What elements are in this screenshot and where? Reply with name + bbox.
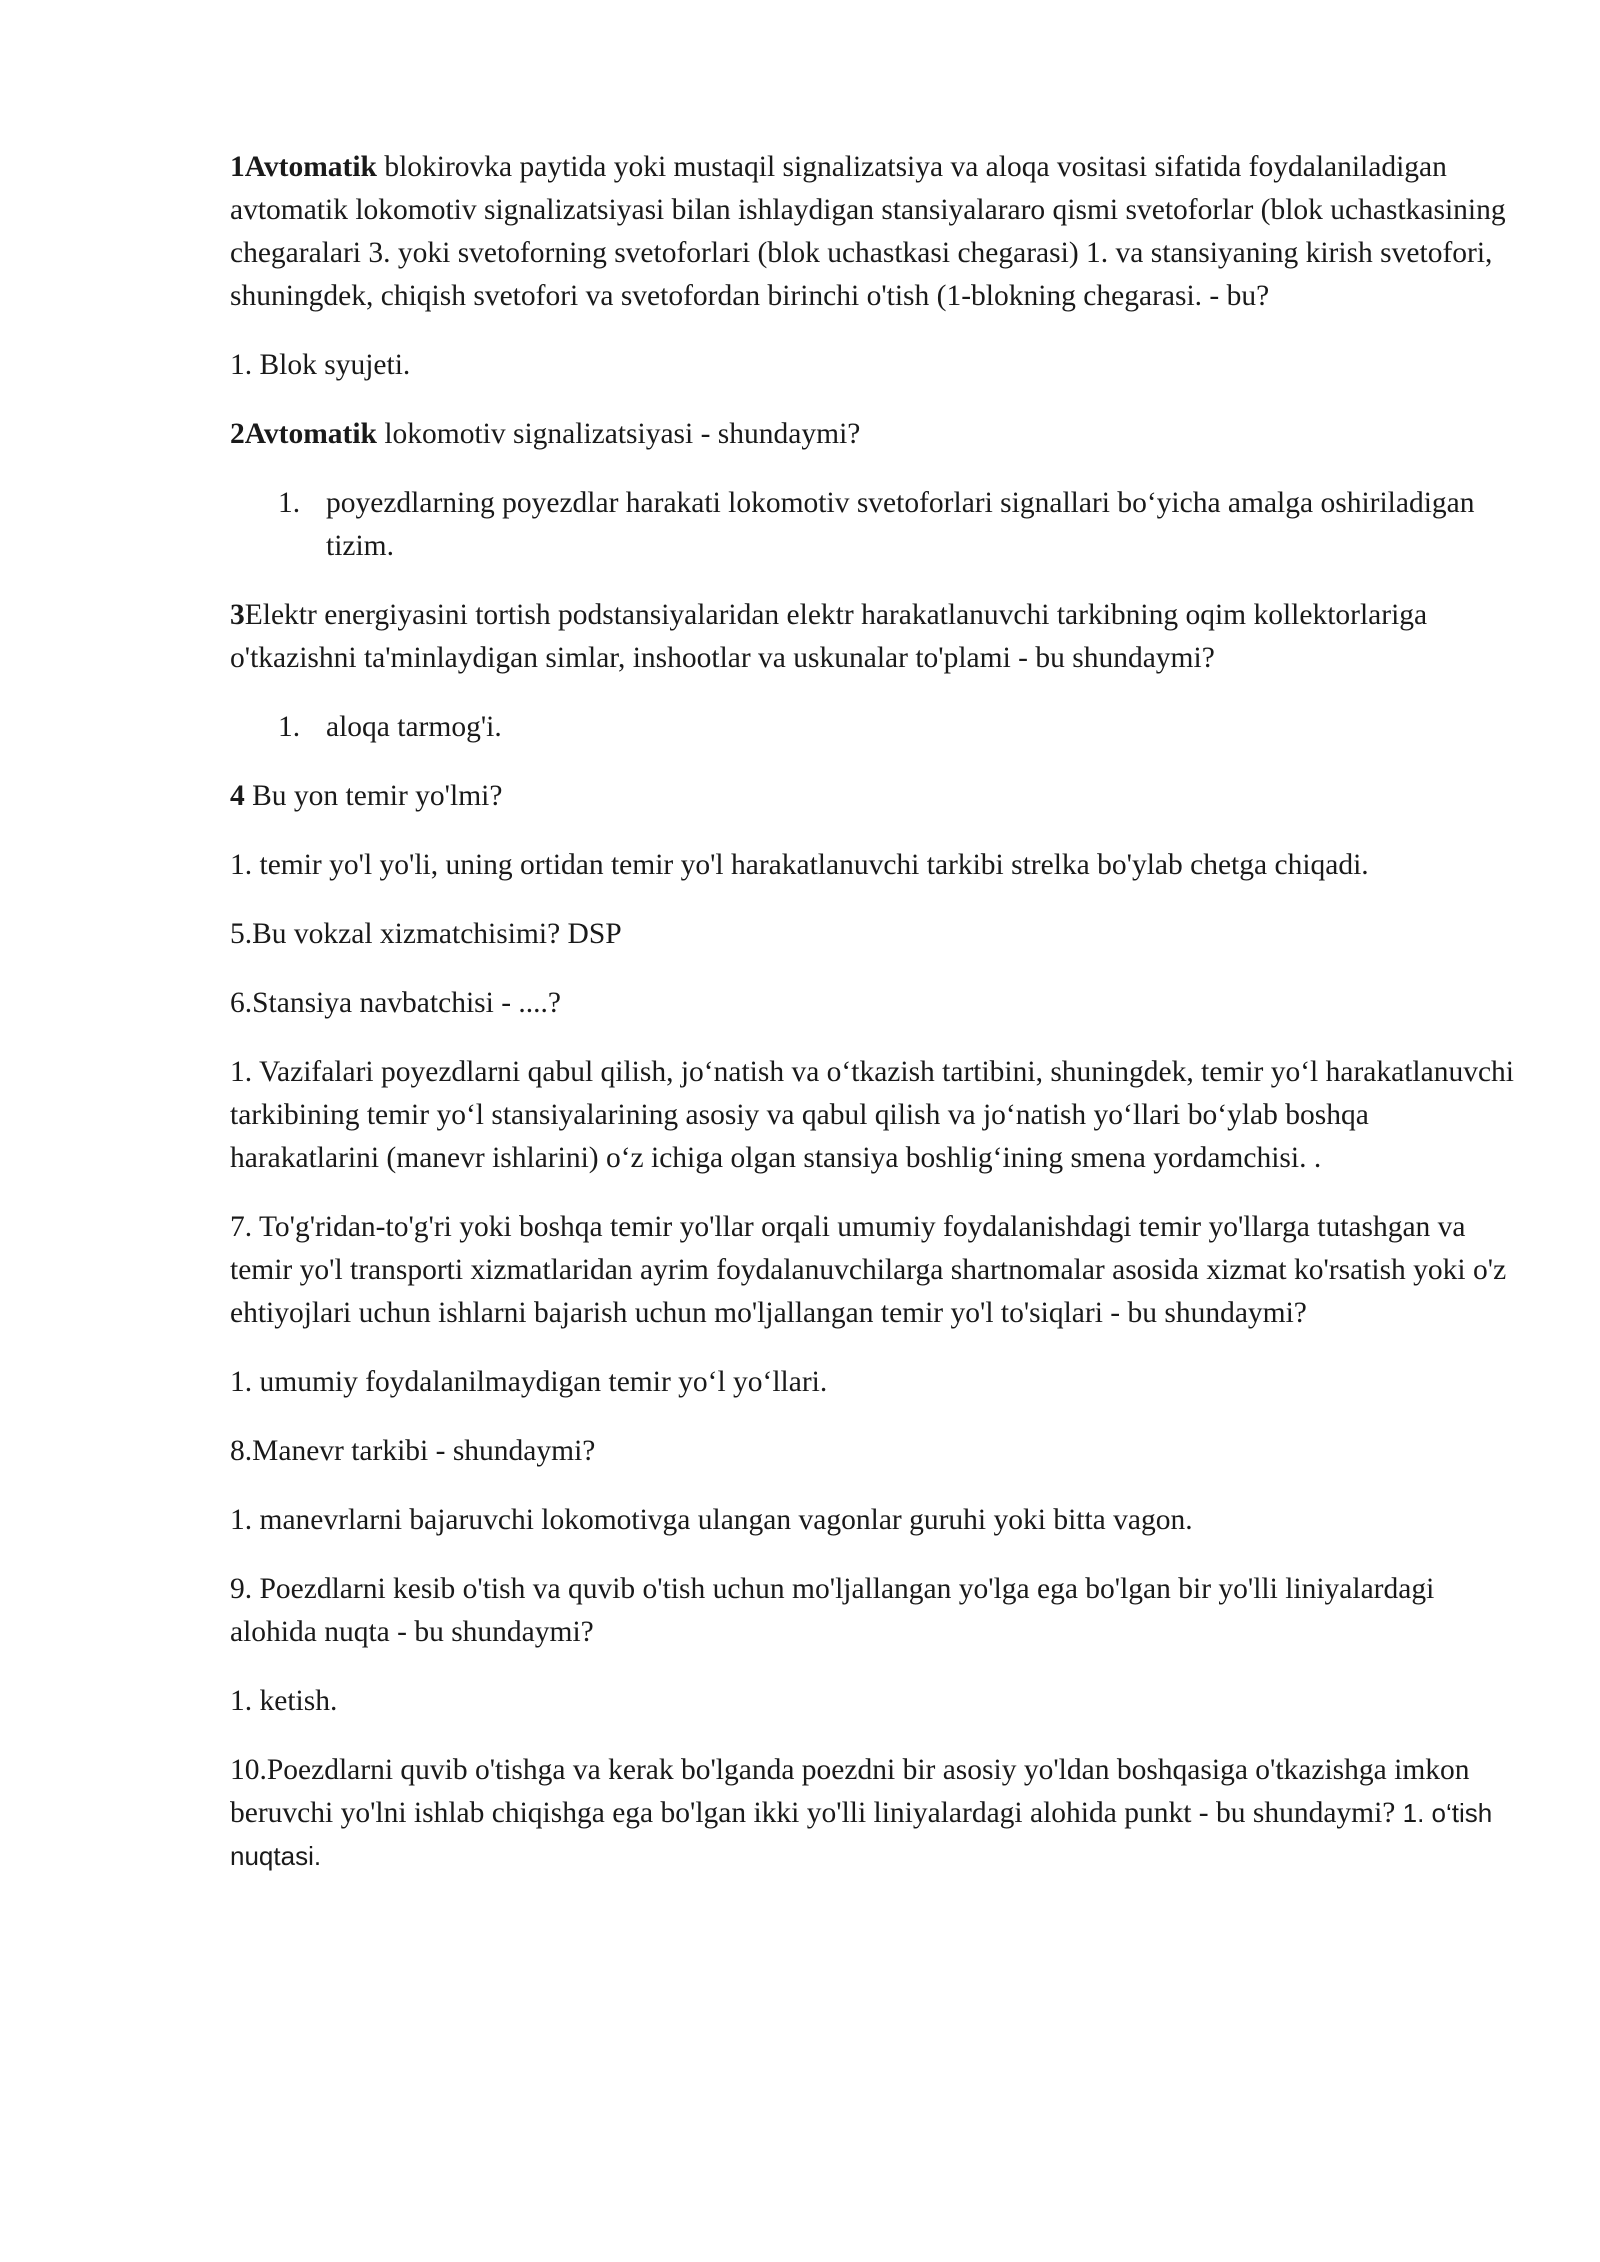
answer-1: 1. Blok syujeti. bbox=[230, 349, 411, 381]
answer-9: 1. ketish. bbox=[230, 1685, 338, 1717]
answer-2: poyezdlarning poyezdlar harakati lokomotiv svetoforlari signallari bo‘yicha amalga oshiriladigan tizim. bbox=[326, 487, 1475, 562]
question-3-text: Elektr energiyasini tortish podstansiyalaridan elektr harakatlanuvchi tarkibning oqim kollektorlariga o'tkazishni ta'minlaydigan simlar, inshootlar va uskunalar to'plami - bu shundaymi? bbox=[230, 599, 1428, 674]
answer-2-list-item bbox=[278, 482, 1520, 568]
question-8: 8.Manevr tarkibi - shundaymi? bbox=[230, 1435, 596, 1467]
question-2 bbox=[230, 413, 1520, 456]
question-10-text: 10.Poezdlarni quvib o'tishga va kerak bo'lganda poezdni bir asosiy yo'ldan boshqasiga o'tkazishga imkon beruvchi yo'lni ishlab chiqishga ega bo'lgan ikki yo'lli liniyalardagi alohida punkt - bu shundaymi? bbox=[230, 1754, 1470, 1829]
question-1-number: 1 bbox=[230, 151, 245, 183]
answer-3: aloqa tarmog'i. bbox=[326, 711, 502, 743]
question-2-text: lokomotiv signalizatsiyasi - shundaymi? bbox=[376, 418, 861, 450]
question-7: 7. To'g'ridan-to'g'ri yoki boshqa temir yo'llar orqali umumiy foydalanishdagi temir yo'llarga tutashgan va temir yo'l transporti xizmatlaridan ayrim foydalanuvchilarga shartnomalar asosida xizmat ko'rsatish yoki o'z ehtiyojlari uchun ishlarni bajarish uchun mo'ljallangan temir yo'l to'siqlari - bu shundaymi? bbox=[230, 1211, 1507, 1329]
question-2-number: 2 bbox=[230, 418, 245, 450]
question-4-text: Bu yon temir yo'lmi? bbox=[244, 780, 503, 812]
question-1 bbox=[230, 146, 1520, 318]
answer-4: 1. temir yo'l yo'li, uning ortidan temir yo'l harakatlanuvchi tarkibi strelka bo'ylab chetga chiqadi. bbox=[230, 849, 1369, 881]
question-3-number: 3 bbox=[230, 599, 245, 631]
answer-7: 1. umumiy foydalanilmaydigan temir yo‘l yo‘llari. bbox=[230, 1366, 828, 1398]
question-1-bold-term: Avtomatik bbox=[244, 151, 377, 183]
question-1-text: blokirovka paytida yoki mustaqil signalizatsiya va aloqa vositasi sifatida foydalaniladigan avtomatik lokomotiv signalizatsiyasi bilan ishlaydigan stansiyalararo qismi svetoforlar (blok uchastkasining chegaralari 3. yoki svetoforning svetoforlari (blok uchastkasi chegarasi) 1. va stansiyaning kirish svetofori, shuningdek, chiqish svetofori va svetofordan birinchi o'tish (1-blokning chegarasi. - bu? bbox=[230, 151, 1506, 312]
answer-6: 1. Vazifalari poyezdlarni qabul qilish, jo‘natish va o‘tkazish tartibini, shuningdek, temir yo‘l harakatlanuvchi tarkibining temir yo‘l stansiyalarining asosiy va qabul qilish va jo‘natish yo‘llari bo‘ylab boshqa harakatlarini (manevr ishlarini) o‘z ichiga olgan stansiya boshlig‘ining smena yordamchisi. . bbox=[230, 1056, 1514, 1174]
question-2-bold-term: Avtomatik bbox=[244, 418, 377, 450]
question-4-number: 4 bbox=[230, 780, 245, 812]
document-page bbox=[230, 146, 1520, 1904]
answer-3-marker: 1. bbox=[278, 711, 301, 743]
answer-3-list-item bbox=[278, 706, 1520, 749]
question-9: 9. Poezdlarni kesib o'tish va quvib o'tish uchun mo'ljallangan yo'lga ega bo'lgan bir yo'lli liniyalardagi alohida nuqta - bu shundaymi? bbox=[230, 1573, 1435, 1648]
question-10 bbox=[230, 1749, 1520, 1878]
answer-10: 1. o‘tish nuqtasi. bbox=[230, 1798, 1493, 1871]
question-6: 6.Stansiya navbatchisi - ....? bbox=[230, 987, 561, 1019]
answer-8: 1. manevrlarni bajaruvchi lokomotivga ulangan vagonlar guruhi yoki bitta vagon. bbox=[230, 1504, 1193, 1536]
question-5: 5.Bu vokzal xizmatchisimi? DSP bbox=[230, 918, 622, 950]
answer-2-marker: 1. bbox=[278, 487, 301, 519]
question-3 bbox=[230, 594, 1520, 680]
question-4 bbox=[230, 775, 1520, 818]
